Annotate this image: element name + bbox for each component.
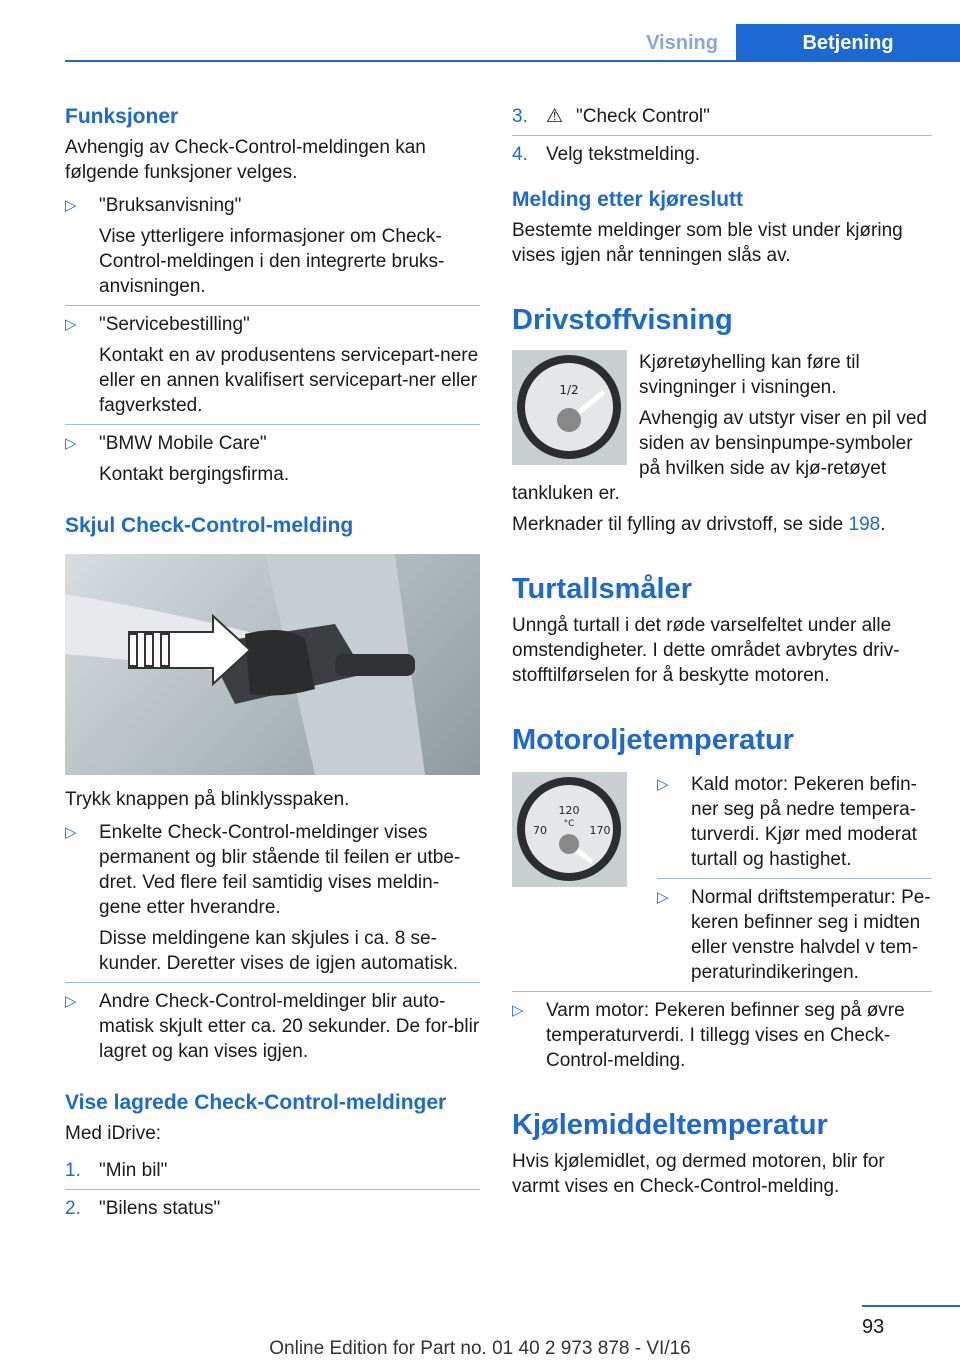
item-text: Kontakt bergingsfirma. bbox=[99, 464, 290, 485]
item-title: "Bruksanvisning" bbox=[99, 195, 242, 216]
drivstoff-p3 bbox=[512, 512, 932, 537]
list-item bbox=[65, 193, 480, 299]
divider bbox=[65, 305, 480, 306]
header-rule bbox=[65, 60, 960, 62]
step-text: "Bilens status" bbox=[99, 1198, 221, 1219]
edition-footer: Online Edition for Part no. 01 40 2 973 878 - VI/16 bbox=[269, 1338, 691, 1359]
item-text: Enkelte Check-Control-meldinger vises permanent og blir stående til feilen er utbe-dret. Ved flere feil samtidig vises meldin-gene etter hverandre. bbox=[99, 822, 461, 918]
olje-block bbox=[512, 772, 932, 985]
divider bbox=[65, 424, 480, 425]
turtall-text: Unngå turtall i det røde varselfeltet under alle omstendigheter. I dette området avbrytes driv-stofftilførselen for å beskytte motoren. bbox=[512, 615, 900, 686]
step-number: 3. bbox=[512, 106, 528, 127]
triangle-bullet-icon: ▷ bbox=[512, 1002, 524, 1019]
step-number: 1. bbox=[65, 1160, 81, 1181]
step-item bbox=[512, 142, 932, 167]
list-item bbox=[65, 989, 480, 1064]
etter-text: Bestemte meldinger som ble vist under kjøring vises igjen når tenningen slås av. bbox=[512, 220, 903, 266]
list-item bbox=[65, 820, 480, 976]
item-title: "Servicebestilling" bbox=[99, 314, 250, 335]
section-title-funksjoner: Funksjoner bbox=[65, 105, 179, 128]
temperature-gauge-image bbox=[512, 772, 627, 887]
item-text: Kontakt en av produsentens servicepart-nere eller en annen kvalifisert servicepart-ner eller fagverksted. bbox=[99, 345, 479, 416]
fuel-gauge-image bbox=[512, 350, 627, 465]
step-number: 2. bbox=[65, 1198, 81, 1219]
list-item bbox=[657, 772, 932, 872]
item-title: "BMW Mobile Care" bbox=[99, 433, 267, 454]
step-item bbox=[65, 1196, 480, 1221]
divider bbox=[512, 991, 932, 992]
triangle-bullet-icon: ▷ bbox=[657, 889, 669, 906]
page-link-198[interactable]: 198 bbox=[848, 514, 881, 535]
page-number: 93 bbox=[862, 1316, 885, 1338]
section-title-olje: Motoroljetemperatur bbox=[512, 724, 794, 756]
skjul-text: Trykk knappen på blinklysspaken. bbox=[65, 789, 350, 810]
lever-illustration bbox=[65, 554, 480, 775]
triangle-bullet-icon: ▷ bbox=[657, 776, 669, 793]
item-text: Varm motor: Pekeren befinner seg på øvre temperaturverdi. I tillegg vises en Check-Control-melding. bbox=[546, 1000, 905, 1071]
left-column bbox=[65, 100, 480, 1221]
triangle-bullet-icon: ▷ bbox=[65, 824, 77, 841]
temp-gauge-mid: 120 bbox=[558, 804, 580, 817]
ref-suffix: . bbox=[880, 514, 886, 535]
item-text: Vise ytterligere informasjoner om Check-Control-meldingen i den integrerte bruks-anvisningen. bbox=[99, 226, 445, 297]
tab-visning[interactable]: Visning bbox=[628, 24, 736, 60]
triangle-bullet-icon: ▷ bbox=[65, 435, 77, 452]
step-text: "Check Control" bbox=[576, 106, 710, 127]
right-column bbox=[512, 100, 932, 1199]
turn-signal-lever-photo bbox=[65, 554, 480, 775]
divider bbox=[65, 1189, 480, 1190]
section-title-turtall: Turtallsmåler bbox=[512, 573, 692, 605]
tab-betjening[interactable]: Betjening bbox=[736, 24, 960, 60]
step-text: "Min bil" bbox=[99, 1160, 168, 1181]
step-text: Velg tekstmelding. bbox=[546, 144, 701, 165]
section-title-drivstoff: Drivstoffvisning bbox=[512, 304, 733, 336]
triangle-bullet-icon: ▷ bbox=[65, 993, 77, 1010]
vise-intro: Med iDrive: bbox=[65, 1123, 162, 1144]
divider bbox=[65, 982, 480, 983]
section-title-skjul: Skjul Check-Control-melding bbox=[65, 514, 354, 537]
triangle-bullet-icon: ▷ bbox=[65, 316, 77, 333]
temp-gauge-low: 70 bbox=[533, 824, 547, 837]
item-text: Disse meldingene kan skjules i ca. 8 se-kunder. Deretter vises de igjen automatisk. bbox=[99, 928, 459, 974]
step-item bbox=[512, 104, 932, 129]
ref-text: Merknader til fylling av drivstoff, se side bbox=[512, 514, 849, 535]
list-item bbox=[512, 998, 932, 1073]
section-title-kjole: Kjølemiddeltemperatur bbox=[512, 1109, 828, 1141]
list-item bbox=[65, 312, 480, 418]
temp-gauge-unit: °C bbox=[563, 819, 575, 829]
step-item bbox=[65, 1158, 480, 1183]
kjole-text: Hvis kjølemidlet, og dermed motoren, blir for varmt vises en Check-Control-melding. bbox=[512, 1151, 885, 1197]
list-item bbox=[657, 885, 932, 985]
drivstoff-block bbox=[512, 350, 932, 506]
funksjoner-intro: Avhengig av Check-Control-meldingen kan følgende funksjoner velges. bbox=[65, 137, 426, 183]
section-title-etter: Melding etter kjøreslutt bbox=[512, 188, 744, 211]
drivstoff-p1: Kjøretøyhelling kan føre til svingninger i visningen. bbox=[639, 352, 860, 398]
item-text: Andre Check-Control-meldinger blir auto-matisk skjult etter ca. 20 sekunder. De for-blir lagret og kan vises igjen. bbox=[99, 991, 480, 1062]
warning-triangle-icon: ⚠ bbox=[546, 106, 564, 127]
step-number: 4. bbox=[512, 144, 528, 165]
section-title-vise: Vise lagrede Check-Control-meldinger bbox=[65, 1091, 447, 1114]
temp-gauge-high: 170 bbox=[589, 824, 611, 837]
list-item bbox=[65, 431, 480, 487]
triangle-bullet-icon: ▷ bbox=[65, 197, 77, 214]
divider bbox=[512, 135, 932, 136]
item-text: Normal driftstemperatur: Pe-keren befinner seg i midten eller venstre halvdel v tem-peraturindikeringen. bbox=[691, 887, 931, 983]
fuel-gauge-label: 1/2 bbox=[559, 383, 579, 397]
divider bbox=[657, 878, 932, 879]
footer-rule bbox=[862, 1305, 960, 1307]
drivstoff-p2: Avhengig av utstyr viser en pil ved siden av bensinpumpe-symboler på hvilken side av kjø-retøyet tankluken er. bbox=[512, 408, 927, 504]
item-text: Kald motor: Pekeren befin-ner seg på nedre tempera-turverdi. Kjør med moderat turtall og hastighet. bbox=[691, 774, 918, 870]
